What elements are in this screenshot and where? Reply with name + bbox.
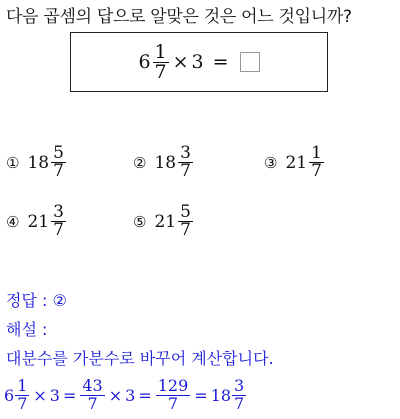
times-sign: ×: [108, 385, 123, 405]
problem-expression: [138, 40, 259, 83]
choice-denominator: 7: [180, 220, 191, 240]
choice-fraction: [178, 204, 193, 239]
solution-calculation: [4, 378, 247, 413]
times-sign: ×: [33, 385, 47, 405]
calc-numerator: 3: [234, 376, 245, 395]
calc-fraction-1: [15, 378, 29, 413]
explanation-label: 해설 :: [6, 320, 48, 339]
choice-denominator: 7: [53, 161, 64, 181]
calc-whole-1: 6: [4, 385, 15, 405]
choice-whole: 21: [285, 152, 308, 173]
problem-box: [70, 32, 328, 92]
calc-denominator: 7: [17, 393, 28, 413]
calc-fraction-2: [80, 378, 104, 413]
calc-fraction-4: [232, 378, 246, 413]
choice-denominator: 7: [311, 161, 322, 181]
problem-denominator: 7: [154, 60, 167, 83]
times-sign: ×: [172, 51, 189, 73]
problem-numerator: 1: [154, 40, 167, 63]
equals-sign: =: [194, 385, 208, 405]
choice-2[interactable]: [133, 145, 194, 180]
choice-fraction: [51, 204, 66, 239]
choice-fraction: [51, 145, 66, 180]
calc-numerator: 1: [17, 376, 28, 395]
calc-multiplier: 3: [49, 385, 60, 405]
choice-numerator: 5: [53, 143, 64, 163]
choice-5[interactable]: [133, 204, 194, 239]
choice-whole: 21: [154, 211, 177, 232]
choice-fraction: [178, 145, 193, 180]
choice-fraction: [309, 145, 324, 180]
answer-label: 정답 : ②: [6, 291, 67, 310]
choice-marker: ②: [133, 153, 147, 172]
calc-fraction-3: [156, 378, 191, 413]
choice-whole: 18: [27, 152, 50, 173]
calc-numerator: 129: [157, 376, 189, 395]
choice-numerator: 1: [311, 143, 322, 163]
choice-marker: ④: [6, 212, 20, 231]
equals-sign: =: [138, 385, 152, 405]
problem-fraction: [153, 40, 169, 83]
choice-marker: ①: [6, 153, 20, 172]
choice-whole: 21: [27, 211, 50, 232]
answer-blank-box[interactable]: [240, 52, 260, 72]
choice-numerator: 3: [180, 143, 191, 163]
choice-marker: ⑤: [133, 212, 147, 231]
equals-sign: =: [62, 385, 77, 405]
calc-denominator: 7: [87, 393, 98, 413]
calc-denominator: 7: [234, 393, 245, 413]
explanation-text: 대분수를 가분수로 바꾸어 계산합니다.: [6, 349, 274, 368]
choice-numerator: 5: [180, 202, 191, 222]
problem-mixed-number: [138, 40, 169, 83]
choice-denominator: 7: [180, 161, 191, 181]
choice-whole: 18: [154, 152, 177, 173]
calc-numerator: 43: [82, 376, 103, 395]
choice-1[interactable]: [6, 145, 67, 180]
choice-numerator: 3: [53, 202, 64, 222]
calc-whole-4: 18: [210, 385, 232, 405]
question-text: 다음 곱셈의 답으로 알맞은 것은 어느 것입니까?: [6, 7, 352, 27]
problem-whole: 6: [138, 51, 151, 73]
choice-4[interactable]: [6, 204, 67, 239]
choice-marker: ③: [264, 153, 278, 172]
choice-denominator: 7: [53, 220, 64, 240]
calc-multiplier: 3: [125, 385, 136, 405]
calc-denominator: 7: [167, 393, 179, 413]
equals-sign: =: [212, 51, 229, 73]
choice-3[interactable]: [264, 145, 325, 180]
problem-multiplier: 3: [191, 51, 204, 73]
